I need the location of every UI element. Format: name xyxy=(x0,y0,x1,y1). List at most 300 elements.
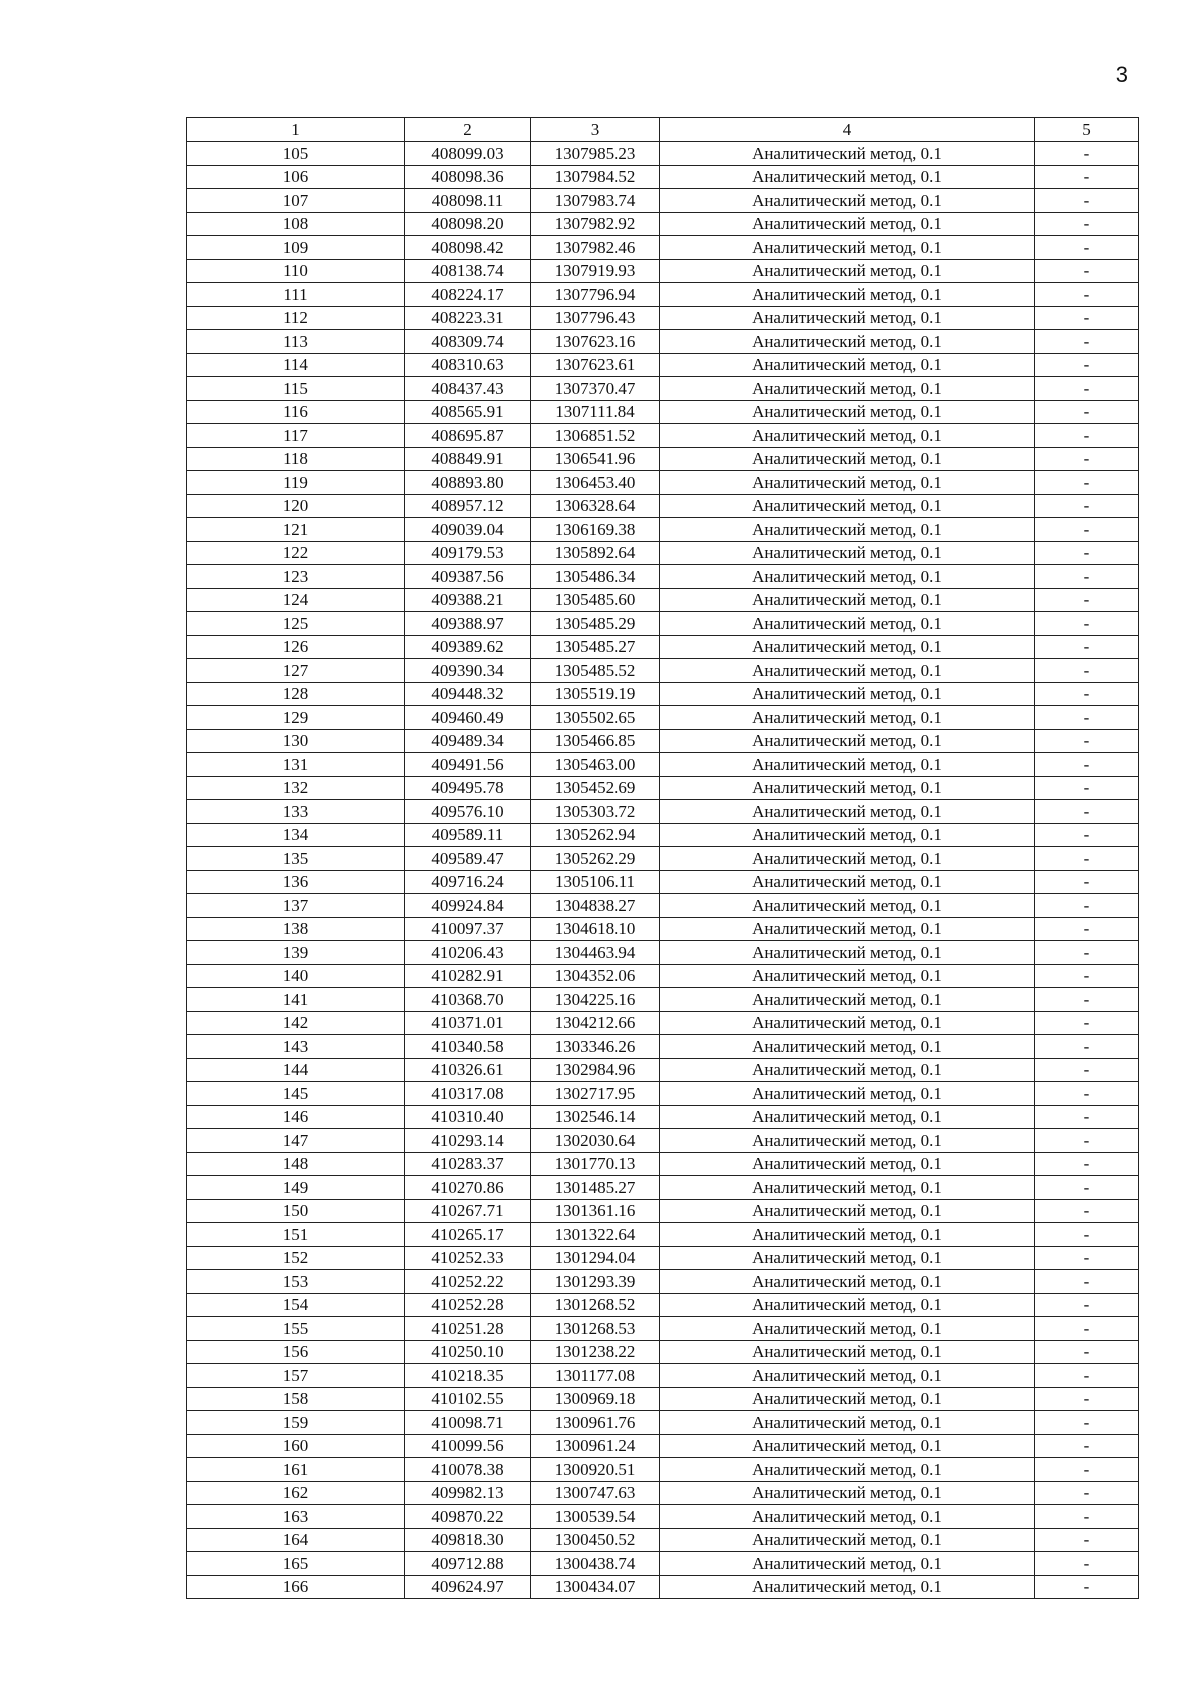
method-cell: Аналитический метод, 0.1 xyxy=(660,1458,1035,1482)
table-row xyxy=(187,1152,1139,1176)
point-number-cell: 105 xyxy=(187,142,405,166)
method-cell: Аналитический метод, 0.1 xyxy=(660,1152,1035,1176)
point-number-cell: 120 xyxy=(187,494,405,518)
table-row xyxy=(187,682,1139,706)
x-coordinate-cell: 410099.56 xyxy=(405,1434,531,1458)
note-cell: - xyxy=(1035,1129,1139,1153)
method-cell: Аналитический метод, 0.1 xyxy=(660,823,1035,847)
y-coordinate-cell: 1305262.29 xyxy=(531,847,660,871)
table-row xyxy=(187,894,1139,918)
point-number-cell: 114 xyxy=(187,353,405,377)
point-number-cell: 130 xyxy=(187,729,405,753)
table-row xyxy=(187,1199,1139,1223)
y-coordinate-cell: 1305303.72 xyxy=(531,800,660,824)
note-cell: - xyxy=(1035,494,1139,518)
x-coordinate-cell: 408098.20 xyxy=(405,212,531,236)
note-cell: - xyxy=(1035,447,1139,471)
y-coordinate-cell: 1301268.52 xyxy=(531,1293,660,1317)
method-cell: Аналитический метод, 0.1 xyxy=(660,165,1035,189)
method-cell: Аналитический метод, 0.1 xyxy=(660,776,1035,800)
y-coordinate-cell: 1304225.16 xyxy=(531,988,660,1012)
y-coordinate-cell: 1302984.96 xyxy=(531,1058,660,1082)
y-coordinate-cell: 1305452.69 xyxy=(531,776,660,800)
note-cell: - xyxy=(1035,377,1139,401)
method-cell: Аналитический метод, 0.1 xyxy=(660,1528,1035,1552)
note-cell: - xyxy=(1035,1011,1139,1035)
table-row xyxy=(187,1387,1139,1411)
y-coordinate-cell: 1307623.16 xyxy=(531,330,660,354)
table-row xyxy=(187,659,1139,683)
method-cell: Аналитический метод, 0.1 xyxy=(660,847,1035,871)
point-number-cell: 119 xyxy=(187,471,405,495)
x-coordinate-cell: 409982.13 xyxy=(405,1481,531,1505)
x-coordinate-cell: 408098.11 xyxy=(405,189,531,213)
x-coordinate-cell: 409716.24 xyxy=(405,870,531,894)
table-row xyxy=(187,1364,1139,1388)
table-row xyxy=(187,1176,1139,1200)
x-coordinate-cell: 408695.87 xyxy=(405,424,531,448)
table-row xyxy=(187,1481,1139,1505)
method-cell: Аналитический метод, 0.1 xyxy=(660,1364,1035,1388)
method-cell: Аналитический метод, 0.1 xyxy=(660,259,1035,283)
table-row xyxy=(187,424,1139,448)
note-cell: - xyxy=(1035,1340,1139,1364)
note-cell: - xyxy=(1035,283,1139,307)
y-coordinate-cell: 1304838.27 xyxy=(531,894,660,918)
x-coordinate-cell: 409388.97 xyxy=(405,612,531,636)
column-header-3: 3 xyxy=(531,118,660,142)
table-row xyxy=(187,236,1139,260)
method-cell: Аналитический метод, 0.1 xyxy=(660,1199,1035,1223)
table-row xyxy=(187,447,1139,471)
method-cell: Аналитический метод, 0.1 xyxy=(660,588,1035,612)
y-coordinate-cell: 1305486.34 xyxy=(531,565,660,589)
note-cell: - xyxy=(1035,894,1139,918)
point-number-cell: 140 xyxy=(187,964,405,988)
point-number-cell: 137 xyxy=(187,894,405,918)
table-row xyxy=(187,776,1139,800)
x-coordinate-cell: 409489.34 xyxy=(405,729,531,753)
method-cell: Аналитический метод, 0.1 xyxy=(660,964,1035,988)
note-cell: - xyxy=(1035,1364,1139,1388)
table-row xyxy=(187,1317,1139,1341)
x-coordinate-cell: 410282.91 xyxy=(405,964,531,988)
note-cell: - xyxy=(1035,729,1139,753)
note-cell: - xyxy=(1035,400,1139,424)
point-number-cell: 125 xyxy=(187,612,405,636)
point-number-cell: 136 xyxy=(187,870,405,894)
y-coordinate-cell: 1305485.27 xyxy=(531,635,660,659)
method-cell: Аналитический метод, 0.1 xyxy=(660,541,1035,565)
x-coordinate-cell: 408224.17 xyxy=(405,283,531,307)
table-row xyxy=(187,1058,1139,1082)
y-coordinate-cell: 1307919.93 xyxy=(531,259,660,283)
note-cell: - xyxy=(1035,1411,1139,1435)
method-cell: Аналитический метод, 0.1 xyxy=(660,1082,1035,1106)
x-coordinate-cell: 408565.91 xyxy=(405,400,531,424)
y-coordinate-cell: 1304618.10 xyxy=(531,917,660,941)
page-number: 3 xyxy=(1115,62,1128,87)
point-number-cell: 135 xyxy=(187,847,405,871)
point-number-cell: 139 xyxy=(187,941,405,965)
table-row xyxy=(187,400,1139,424)
point-number-cell: 108 xyxy=(187,212,405,236)
y-coordinate-cell: 1306541.96 xyxy=(531,447,660,471)
x-coordinate-cell: 409388.21 xyxy=(405,588,531,612)
method-cell: Аналитический метод, 0.1 xyxy=(660,400,1035,424)
y-coordinate-cell: 1307370.47 xyxy=(531,377,660,401)
x-coordinate-cell: 410368.70 xyxy=(405,988,531,1012)
table-row xyxy=(187,635,1139,659)
method-cell: Аналитический метод, 0.1 xyxy=(660,800,1035,824)
method-cell: Аналитический метод, 0.1 xyxy=(660,330,1035,354)
point-number-cell: 106 xyxy=(187,165,405,189)
y-coordinate-cell: 1301293.39 xyxy=(531,1270,660,1294)
method-cell: Аналитический метод, 0.1 xyxy=(660,471,1035,495)
x-coordinate-cell: 408098.36 xyxy=(405,165,531,189)
point-number-cell: 159 xyxy=(187,1411,405,1435)
note-cell: - xyxy=(1035,870,1139,894)
method-cell: Аналитический метод, 0.1 xyxy=(660,1270,1035,1294)
method-cell: Аналитический метод, 0.1 xyxy=(660,1293,1035,1317)
x-coordinate-cell: 408893.80 xyxy=(405,471,531,495)
point-number-cell: 155 xyxy=(187,1317,405,1341)
note-cell: - xyxy=(1035,1387,1139,1411)
table-row xyxy=(187,823,1139,847)
table-row xyxy=(187,800,1139,824)
point-number-cell: 128 xyxy=(187,682,405,706)
x-coordinate-cell: 410251.28 xyxy=(405,1317,531,1341)
note-cell: - xyxy=(1035,142,1139,166)
note-cell: - xyxy=(1035,823,1139,847)
method-cell: Аналитический метод, 0.1 xyxy=(660,424,1035,448)
table-row xyxy=(187,165,1139,189)
y-coordinate-cell: 1300434.07 xyxy=(531,1575,660,1599)
point-number-cell: 121 xyxy=(187,518,405,542)
y-coordinate-cell: 1307984.52 xyxy=(531,165,660,189)
x-coordinate-cell: 409712.88 xyxy=(405,1552,531,1576)
point-number-cell: 115 xyxy=(187,377,405,401)
x-coordinate-cell: 408098.42 xyxy=(405,236,531,260)
table-row xyxy=(187,1340,1139,1364)
point-number-cell: 132 xyxy=(187,776,405,800)
y-coordinate-cell: 1307985.23 xyxy=(531,142,660,166)
method-cell: Аналитический метод, 0.1 xyxy=(660,988,1035,1012)
x-coordinate-cell: 409387.56 xyxy=(405,565,531,589)
method-cell: Аналитический метод, 0.1 xyxy=(660,1223,1035,1247)
note-cell: - xyxy=(1035,1481,1139,1505)
point-number-cell: 118 xyxy=(187,447,405,471)
table-row xyxy=(187,259,1139,283)
x-coordinate-cell: 410267.71 xyxy=(405,1199,531,1223)
table-row xyxy=(187,518,1139,542)
point-number-cell: 147 xyxy=(187,1129,405,1153)
table-row xyxy=(187,471,1139,495)
x-coordinate-cell: 410283.37 xyxy=(405,1152,531,1176)
table-row xyxy=(187,1458,1139,1482)
note-cell: - xyxy=(1035,588,1139,612)
table-row xyxy=(187,1505,1139,1529)
method-cell: Аналитический метод, 0.1 xyxy=(660,1481,1035,1505)
note-cell: - xyxy=(1035,941,1139,965)
x-coordinate-cell: 410252.33 xyxy=(405,1246,531,1270)
point-number-cell: 161 xyxy=(187,1458,405,1482)
point-number-cell: 126 xyxy=(187,635,405,659)
table-body xyxy=(187,142,1139,1599)
method-cell: Аналитический метод, 0.1 xyxy=(660,1434,1035,1458)
note-cell: - xyxy=(1035,682,1139,706)
y-coordinate-cell: 1302030.64 xyxy=(531,1129,660,1153)
method-cell: Аналитический метод, 0.1 xyxy=(660,306,1035,330)
table-row xyxy=(187,1246,1139,1270)
method-cell: Аналитический метод, 0.1 xyxy=(660,1246,1035,1270)
x-coordinate-cell: 410250.10 xyxy=(405,1340,531,1364)
table-row xyxy=(187,847,1139,871)
table-row xyxy=(187,1082,1139,1106)
x-coordinate-cell: 409039.04 xyxy=(405,518,531,542)
method-cell: Аналитический метод, 0.1 xyxy=(660,447,1035,471)
method-cell: Аналитический метод, 0.1 xyxy=(660,870,1035,894)
method-cell: Аналитический метод, 0.1 xyxy=(660,353,1035,377)
y-coordinate-cell: 1303346.26 xyxy=(531,1035,660,1059)
y-coordinate-cell: 1304463.94 xyxy=(531,941,660,965)
point-number-cell: 148 xyxy=(187,1152,405,1176)
note-cell: - xyxy=(1035,565,1139,589)
table-row xyxy=(187,541,1139,565)
point-number-cell: 162 xyxy=(187,1481,405,1505)
table-row xyxy=(187,353,1139,377)
y-coordinate-cell: 1304212.66 xyxy=(531,1011,660,1035)
table-row xyxy=(187,1223,1139,1247)
x-coordinate-cell: 409589.47 xyxy=(405,847,531,871)
y-coordinate-cell: 1305262.94 xyxy=(531,823,660,847)
table-header-row xyxy=(187,118,1139,142)
table-row xyxy=(187,1528,1139,1552)
note-cell: - xyxy=(1035,518,1139,542)
note-cell: - xyxy=(1035,1035,1139,1059)
point-number-cell: 153 xyxy=(187,1270,405,1294)
note-cell: - xyxy=(1035,800,1139,824)
method-cell: Аналитический метод, 0.1 xyxy=(660,377,1035,401)
point-number-cell: 163 xyxy=(187,1505,405,1529)
method-cell: Аналитический метод, 0.1 xyxy=(660,518,1035,542)
y-coordinate-cell: 1306328.64 xyxy=(531,494,660,518)
y-coordinate-cell: 1300450.52 xyxy=(531,1528,660,1552)
point-number-cell: 165 xyxy=(187,1552,405,1576)
column-header-4: 4 xyxy=(660,118,1035,142)
point-number-cell: 129 xyxy=(187,706,405,730)
x-coordinate-cell: 409818.30 xyxy=(405,1528,531,1552)
method-cell: Аналитический метод, 0.1 xyxy=(660,894,1035,918)
x-coordinate-cell: 409576.10 xyxy=(405,800,531,824)
table-row xyxy=(187,1411,1139,1435)
table-row xyxy=(187,729,1139,753)
point-number-cell: 138 xyxy=(187,917,405,941)
note-cell: - xyxy=(1035,1528,1139,1552)
x-coordinate-cell: 410098.71 xyxy=(405,1411,531,1435)
point-number-cell: 111 xyxy=(187,283,405,307)
y-coordinate-cell: 1300539.54 xyxy=(531,1505,660,1529)
x-coordinate-cell: 410270.86 xyxy=(405,1176,531,1200)
y-coordinate-cell: 1300969.18 xyxy=(531,1387,660,1411)
point-number-cell: 124 xyxy=(187,588,405,612)
method-cell: Аналитический метод, 0.1 xyxy=(660,729,1035,753)
point-number-cell: 112 xyxy=(187,306,405,330)
point-number-cell: 143 xyxy=(187,1035,405,1059)
column-header-1: 1 xyxy=(187,118,405,142)
y-coordinate-cell: 1300438.74 xyxy=(531,1552,660,1576)
method-cell: Аналитический метод, 0.1 xyxy=(660,1011,1035,1035)
y-coordinate-cell: 1305485.52 xyxy=(531,659,660,683)
method-cell: Аналитический метод, 0.1 xyxy=(660,1387,1035,1411)
note-cell: - xyxy=(1035,330,1139,354)
y-coordinate-cell: 1301294.04 xyxy=(531,1246,660,1270)
table-row xyxy=(187,917,1139,941)
x-coordinate-cell: 410097.37 xyxy=(405,917,531,941)
point-number-cell: 134 xyxy=(187,823,405,847)
x-coordinate-cell: 410340.58 xyxy=(405,1035,531,1059)
note-cell: - xyxy=(1035,1082,1139,1106)
y-coordinate-cell: 1306851.52 xyxy=(531,424,660,448)
coordinates-table xyxy=(186,117,1139,1599)
note-cell: - xyxy=(1035,306,1139,330)
method-cell: Аналитический метод, 0.1 xyxy=(660,565,1035,589)
x-coordinate-cell: 408957.12 xyxy=(405,494,531,518)
table-row xyxy=(187,494,1139,518)
note-cell: - xyxy=(1035,353,1139,377)
table-row xyxy=(187,1129,1139,1153)
x-coordinate-cell: 408223.31 xyxy=(405,306,531,330)
table-row xyxy=(187,1270,1139,1294)
note-cell: - xyxy=(1035,917,1139,941)
method-cell: Аналитический метод, 0.1 xyxy=(660,1411,1035,1435)
x-coordinate-cell: 409589.11 xyxy=(405,823,531,847)
point-number-cell: 131 xyxy=(187,753,405,777)
note-cell: - xyxy=(1035,659,1139,683)
x-coordinate-cell: 410252.28 xyxy=(405,1293,531,1317)
method-cell: Аналитический метод, 0.1 xyxy=(660,494,1035,518)
y-coordinate-cell: 1302546.14 xyxy=(531,1105,660,1129)
y-coordinate-cell: 1307983.74 xyxy=(531,189,660,213)
x-coordinate-cell: 409870.22 xyxy=(405,1505,531,1529)
note-cell: - xyxy=(1035,988,1139,1012)
y-coordinate-cell: 1307982.46 xyxy=(531,236,660,260)
x-coordinate-cell: 408437.43 xyxy=(405,377,531,401)
point-number-cell: 151 xyxy=(187,1223,405,1247)
point-number-cell: 154 xyxy=(187,1293,405,1317)
note-cell: - xyxy=(1035,424,1139,448)
y-coordinate-cell: 1301177.08 xyxy=(531,1364,660,1388)
note-cell: - xyxy=(1035,236,1139,260)
y-coordinate-cell: 1307111.84 xyxy=(531,400,660,424)
method-cell: Аналитический метод, 0.1 xyxy=(660,212,1035,236)
method-cell: Аналитический метод, 0.1 xyxy=(660,189,1035,213)
note-cell: - xyxy=(1035,212,1139,236)
point-number-cell: 110 xyxy=(187,259,405,283)
note-cell: - xyxy=(1035,1552,1139,1576)
point-number-cell: 150 xyxy=(187,1199,405,1223)
x-coordinate-cell: 409491.56 xyxy=(405,753,531,777)
method-cell: Аналитический метод, 0.1 xyxy=(660,941,1035,965)
y-coordinate-cell: 1301361.16 xyxy=(531,1199,660,1223)
y-coordinate-cell: 1305463.00 xyxy=(531,753,660,777)
method-cell: Аналитический метод, 0.1 xyxy=(660,753,1035,777)
x-coordinate-cell: 410326.61 xyxy=(405,1058,531,1082)
note-cell: - xyxy=(1035,847,1139,871)
table-row xyxy=(187,753,1139,777)
x-coordinate-cell: 408138.74 xyxy=(405,259,531,283)
point-number-cell: 127 xyxy=(187,659,405,683)
x-coordinate-cell: 410310.40 xyxy=(405,1105,531,1129)
column-header-2: 2 xyxy=(405,118,531,142)
table-row xyxy=(187,988,1139,1012)
table-row xyxy=(187,283,1139,307)
table-row xyxy=(187,1105,1139,1129)
note-cell: - xyxy=(1035,964,1139,988)
x-coordinate-cell: 409924.84 xyxy=(405,894,531,918)
method-cell: Аналитический метод, 0.1 xyxy=(660,917,1035,941)
y-coordinate-cell: 1307796.94 xyxy=(531,283,660,307)
y-coordinate-cell: 1301770.13 xyxy=(531,1152,660,1176)
table-row xyxy=(187,565,1139,589)
y-coordinate-cell: 1300961.24 xyxy=(531,1434,660,1458)
method-cell: Аналитический метод, 0.1 xyxy=(660,1340,1035,1364)
x-coordinate-cell: 409624.97 xyxy=(405,1575,531,1599)
table-row xyxy=(187,1434,1139,1458)
point-number-cell: 116 xyxy=(187,400,405,424)
note-cell: - xyxy=(1035,635,1139,659)
point-number-cell: 141 xyxy=(187,988,405,1012)
note-cell: - xyxy=(1035,706,1139,730)
note-cell: - xyxy=(1035,1458,1139,1482)
y-coordinate-cell: 1305106.11 xyxy=(531,870,660,894)
table-row xyxy=(187,1035,1139,1059)
table-row xyxy=(187,330,1139,354)
y-coordinate-cell: 1305519.19 xyxy=(531,682,660,706)
y-coordinate-cell: 1307623.61 xyxy=(531,353,660,377)
method-cell: Аналитический метод, 0.1 xyxy=(660,236,1035,260)
x-coordinate-cell: 410265.17 xyxy=(405,1223,531,1247)
table-row xyxy=(187,377,1139,401)
x-coordinate-cell: 408309.74 xyxy=(405,330,531,354)
point-number-cell: 157 xyxy=(187,1364,405,1388)
point-number-cell: 146 xyxy=(187,1105,405,1129)
method-cell: Аналитический метод, 0.1 xyxy=(660,706,1035,730)
point-number-cell: 158 xyxy=(187,1387,405,1411)
note-cell: - xyxy=(1035,1199,1139,1223)
method-cell: Аналитический метод, 0.1 xyxy=(660,1058,1035,1082)
x-coordinate-cell: 409495.78 xyxy=(405,776,531,800)
point-number-cell: 160 xyxy=(187,1434,405,1458)
note-cell: - xyxy=(1035,1505,1139,1529)
y-coordinate-cell: 1301485.27 xyxy=(531,1176,660,1200)
y-coordinate-cell: 1301322.64 xyxy=(531,1223,660,1247)
x-coordinate-cell: 408849.91 xyxy=(405,447,531,471)
note-cell: - xyxy=(1035,1434,1139,1458)
note-cell: - xyxy=(1035,1223,1139,1247)
point-number-cell: 133 xyxy=(187,800,405,824)
note-cell: - xyxy=(1035,165,1139,189)
y-coordinate-cell: 1304352.06 xyxy=(531,964,660,988)
y-coordinate-cell: 1305466.85 xyxy=(531,729,660,753)
point-number-cell: 156 xyxy=(187,1340,405,1364)
method-cell: Аналитический метод, 0.1 xyxy=(660,659,1035,683)
x-coordinate-cell: 409460.49 xyxy=(405,706,531,730)
method-cell: Аналитический метод, 0.1 xyxy=(660,142,1035,166)
note-cell: - xyxy=(1035,1270,1139,1294)
note-cell: - xyxy=(1035,1105,1139,1129)
table-row xyxy=(187,1293,1139,1317)
